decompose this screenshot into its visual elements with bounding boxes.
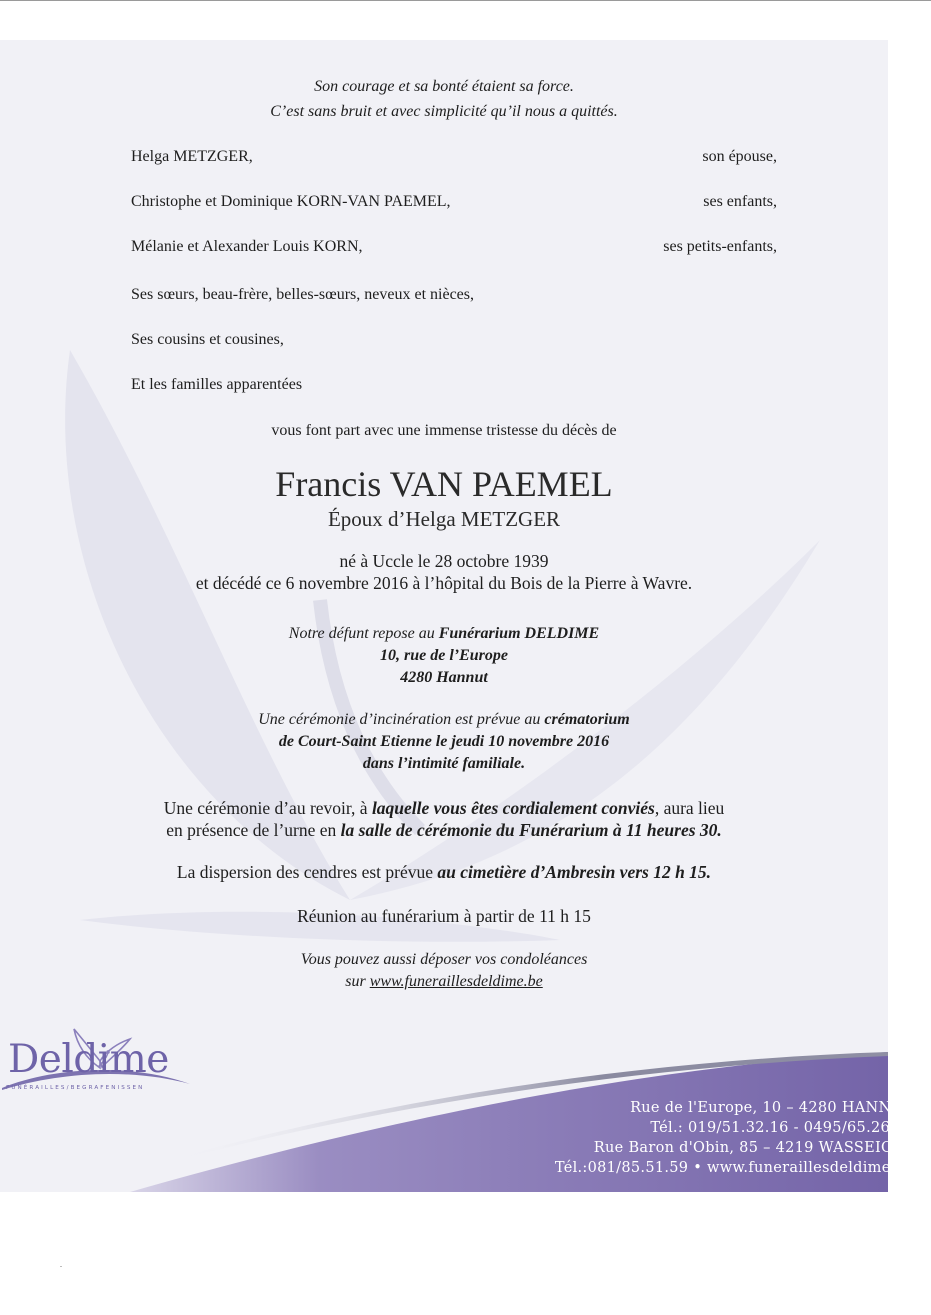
condolences-link[interactable]: www.funeraillesdeldime.be [369, 973, 543, 990]
family-relation: ses enfants, [703, 193, 777, 210]
farewell-text: en présence de l’urne en [166, 820, 341, 840]
scan-speck [60, 1266, 62, 1267]
birth-line: né à Uccle le 28 octobre 1939 [339, 551, 549, 571]
epigraph-line-2: C’est sans bruit et avec simplicité qu’il nous a quittés. [270, 103, 618, 120]
family-relation: son épouse, [702, 148, 777, 165]
farewell-text: Une cérémonie d’au revoir, à [163, 798, 372, 818]
repose-city: 4280 Hannut [400, 669, 488, 686]
relatives-line: Ses sœurs, beau-frère, belles-sœurs, neveux et nièces, [131, 286, 474, 303]
death-line: et décédé ce 6 novembre 2016 à l’hôpital du Bois de la Pierre à Wavre. [195, 573, 693, 593]
reunion-line: Réunion au funérarium à partir de 11 h 15 [297, 906, 591, 926]
cremation-intro: Une cérémonie d’incinération est prévue au [258, 711, 545, 728]
footer-contact-2: Tél.:081/85.51.59 • www.funeraillesdeldime.be [554, 1160, 914, 1176]
cremation-date: de Court-Saint Etienne le jeudi 10 novembre 2016 [278, 733, 610, 750]
repose-street: 10, rue de l’Europe [380, 647, 508, 664]
condolences-prefix: sur [345, 973, 370, 990]
farewell-emphasis: laquelle vous êtes cordialement conviés [371, 798, 655, 818]
logo-wordmark: Deldime [8, 1037, 169, 1082]
relatives-line: Et les familles apparentées [131, 376, 303, 393]
family-relation: ses petits-enfants, [663, 238, 777, 255]
deceased-spouse: Époux d’Helga METZGER [327, 507, 561, 531]
repose-intro: Notre défunt repose au [288, 625, 439, 642]
farewell-text: , aura lieu [654, 798, 725, 818]
condolences-line: Vous pouvez aussi déposer vos condoléances [300, 951, 588, 968]
epigraph-line-1: Son courage et sa bonté étaient sa force. [314, 78, 574, 95]
dispersion-text: La dispersion des cendres est prévue [176, 862, 438, 882]
family-name: Helga METZGER, [131, 148, 253, 165]
footer-address-2: Rue Baron d'Obin, 85 – 4219 WASSEIGES [593, 1140, 914, 1156]
relatives-line: Ses cousins et cousines, [131, 331, 284, 348]
dispersion-emphasis: au cimetière d’Ambresin vers 12 h 15. [437, 862, 712, 882]
farewell-emphasis: la salle de cérémonie du Funérarium à 11 heures 30. [340, 820, 722, 840]
cremation-intimacy: dans l’intimité familiale. [362, 755, 526, 772]
logo-tagline: FUNÉRAILLES/BEGRAFENISSEN [6, 1085, 145, 1091]
cremation-place: crématorium [544, 711, 630, 728]
family-name: Mélanie et Alexander Louis KORN, [131, 238, 363, 255]
deceased-name: Francis VAN PAEMEL [275, 464, 613, 504]
footer-phone-1: Tél.: 019/51.32.16 - 0495/65.26.03 [650, 1120, 914, 1136]
footer-address-1: Rue de l'Europe, 10 – 4280 HANNUT [630, 1100, 914, 1116]
announcement: vous font part avec une immense tristesse du décès de [271, 422, 617, 439]
repose-place: Funérarium DELDIME [438, 625, 600, 642]
family-name: Christophe et Dominique KORN-VAN PAEMEL, [131, 193, 451, 210]
